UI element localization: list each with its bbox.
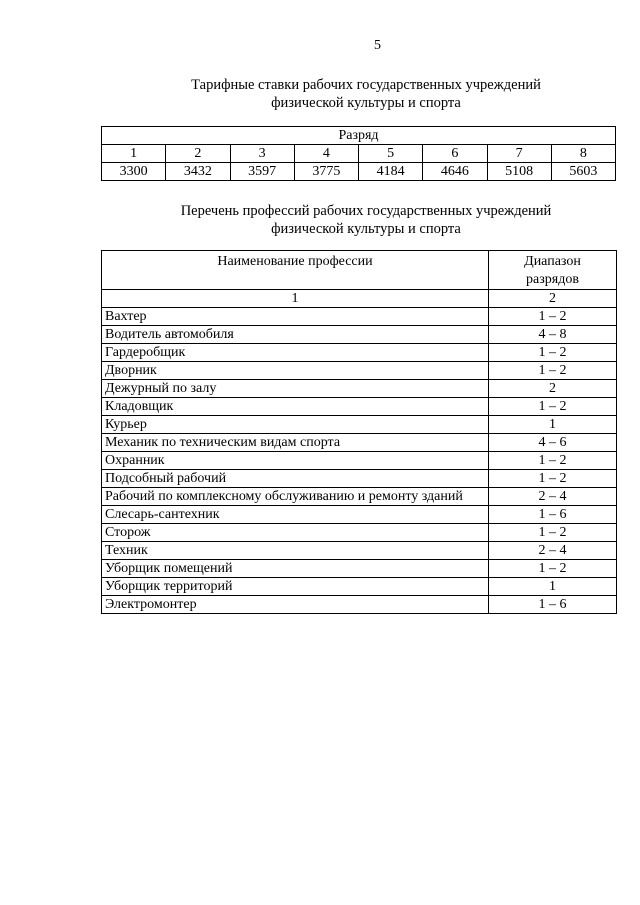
table-row	[102, 488, 617, 506]
grade-range: 4 – 8	[489, 326, 617, 344]
profession-name: Сторож	[102, 524, 489, 542]
profession-name: Дежурный по залу	[102, 380, 489, 398]
rates-title	[100, 76, 632, 112]
table-row	[102, 416, 617, 434]
rate-cell: 4646	[423, 163, 487, 181]
profession-name-header: Наименование профессии	[102, 251, 489, 290]
grade-header: Разряд	[102, 127, 616, 145]
table-row	[102, 308, 617, 326]
profession-name: Дворник	[102, 362, 489, 380]
profession-name: Охранник	[102, 452, 489, 470]
grade-cell: 8	[551, 145, 615, 163]
grade-range-header-line2: разрядов	[526, 272, 579, 287]
professions-header-row	[102, 251, 617, 290]
profession-name: Уборщик территорий	[102, 578, 489, 596]
grade-range: 1	[489, 416, 617, 434]
profession-name: Вахтер	[102, 308, 489, 326]
grade-cell: 1	[102, 145, 166, 163]
column-number-1: 1	[102, 290, 489, 308]
table-row	[102, 542, 617, 560]
profession-name: Электромонтер	[102, 596, 489, 614]
rate-cell: 5108	[487, 163, 551, 181]
table-row	[102, 470, 617, 488]
table-row	[102, 398, 617, 416]
grade-cell: 4	[294, 145, 358, 163]
professions-table	[101, 250, 617, 614]
professions-title-line1: Перечень профессий рабочих государственных учреждений	[180, 203, 552, 219]
profession-name: Рабочий по комплексному обслуживанию и ремонту зданий	[102, 488, 489, 506]
rate-cell: 3300	[102, 163, 166, 181]
page-number: 5	[374, 38, 381, 53]
rates-title-line1: Тарифные ставки рабочих государственных учреждений	[191, 77, 541, 93]
profession-name: Курьер	[102, 416, 489, 434]
profession-name: Уборщик помещений	[102, 560, 489, 578]
grade-range: 1 – 2	[489, 362, 617, 380]
grade-range: 2 – 4	[489, 542, 617, 560]
table-row	[102, 362, 617, 380]
grade-range-header	[489, 251, 617, 290]
grades-row	[102, 145, 616, 163]
profession-name: Слесарь-сантехник	[102, 506, 489, 524]
grade-cell: 7	[487, 145, 551, 163]
grade-range: 1 – 6	[489, 506, 617, 524]
table-row	[102, 380, 617, 398]
grade-range: 1 – 6	[489, 596, 617, 614]
grade-range: 1 – 2	[489, 308, 617, 326]
profession-name: Гардеробщик	[102, 344, 489, 362]
professions-title-line2: физической культуры и спорта	[271, 221, 461, 237]
grade-cell: 3	[230, 145, 294, 163]
table-row	[102, 560, 617, 578]
table-row	[102, 326, 617, 344]
table-row	[102, 524, 617, 542]
profession-name: Кладовщик	[102, 398, 489, 416]
rates-title-line2: физической культуры и спорта	[271, 95, 461, 111]
table-row	[102, 344, 617, 362]
grade-range: 2	[489, 380, 617, 398]
rates-header-row	[102, 127, 616, 145]
grade-range: 1 – 2	[489, 470, 617, 488]
grade-range: 1 – 2	[489, 398, 617, 416]
grade-range: 1	[489, 578, 617, 596]
column-number-2: 2	[489, 290, 617, 308]
rates-row	[102, 163, 616, 181]
grade-range: 1 – 2	[489, 560, 617, 578]
table-row	[102, 452, 617, 470]
grade-range: 1 – 2	[489, 344, 617, 362]
profession-name: Техник	[102, 542, 489, 560]
rate-cell: 5603	[551, 163, 615, 181]
professions-title	[100, 202, 632, 238]
table-row	[102, 596, 617, 614]
profession-name: Водитель автомобиля	[102, 326, 489, 344]
grade-range-header-line1: Диапазон	[524, 254, 581, 269]
rate-cell: 3775	[294, 163, 358, 181]
table-row	[102, 506, 617, 524]
profession-name: Подсобный рабочий	[102, 470, 489, 488]
grade-range: 4 – 6	[489, 434, 617, 452]
grade-cell: 2	[166, 145, 230, 163]
rates-table	[101, 126, 616, 181]
rate-cell: 3597	[230, 163, 294, 181]
table-row	[102, 434, 617, 452]
rate-cell: 4184	[359, 163, 423, 181]
rate-cell: 3432	[166, 163, 230, 181]
grade-range: 2 – 4	[489, 488, 617, 506]
table-row	[102, 578, 617, 596]
profession-name: Механик по техническим видам спорта	[102, 434, 489, 452]
grade-range: 1 – 2	[489, 524, 617, 542]
grade-range: 1 – 2	[489, 452, 617, 470]
column-numbers-row	[102, 290, 617, 308]
grade-cell: 6	[423, 145, 487, 163]
grade-cell: 5	[359, 145, 423, 163]
